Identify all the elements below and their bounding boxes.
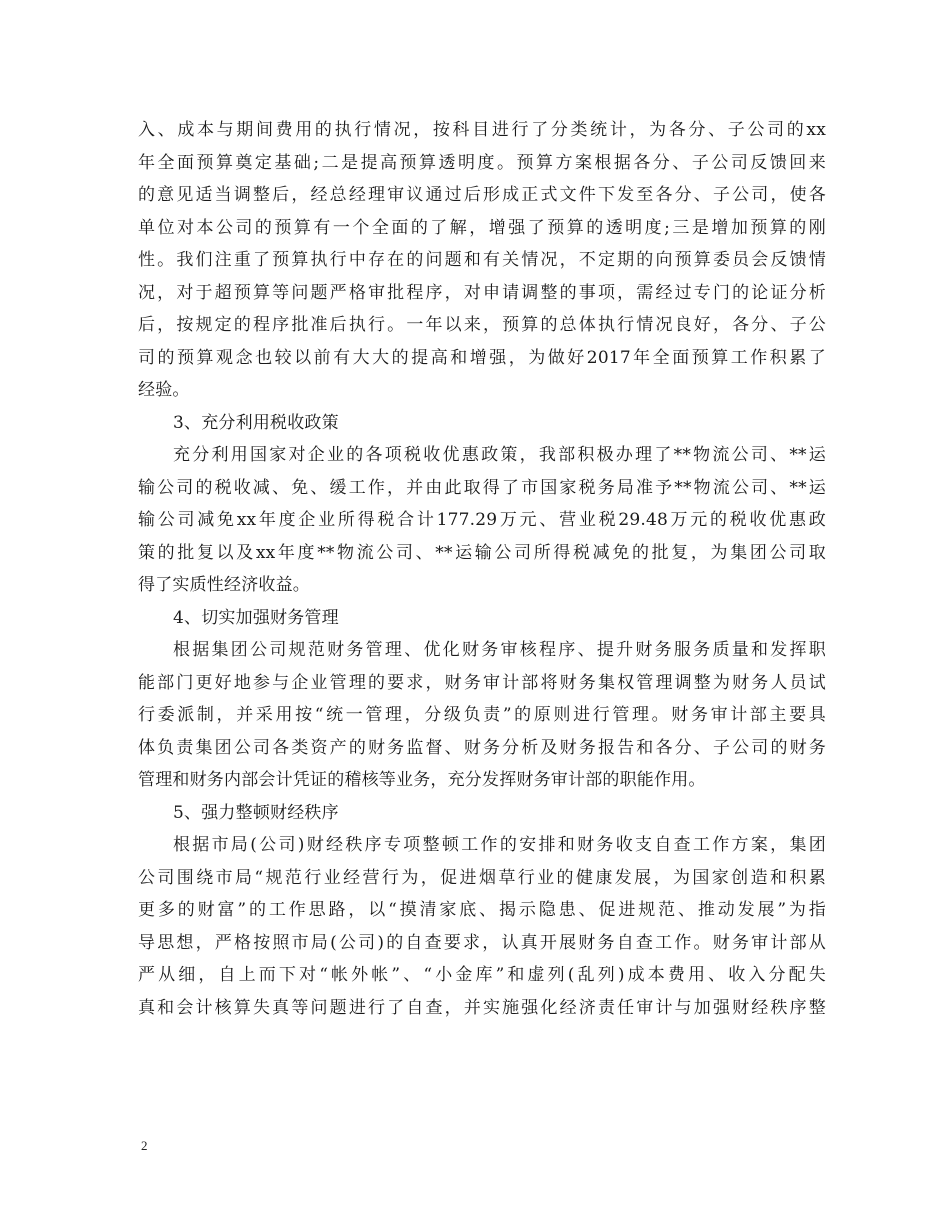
text-line: 充分利用国家对企业的各项税收优惠政策，我部积极办理了**物流公司、**运 (173, 445, 826, 465)
text-line: 年全面预算奠定基础;二是提高预算透明度。预算方案根据各分、子公司反馈回来 (138, 152, 826, 173)
text-line: 公司围绕市局“规范行业经营行为，促进烟草行业的健康发展，为国家创造和积累 (138, 867, 826, 888)
text-line: 输公司的税收减、免、缓工作，并由此取得了市国家税务局准予**物流公司、**运 (138, 477, 826, 498)
text-line: 严从细，自上而下对“帐外帐”、“小金库”和虚列(乱列)成本费用、收入分配失 (138, 965, 826, 985)
text-line: 策的批复以及xx年度**物流公司、**运输公司所得税减免的批复，为集团公司取 (138, 542, 826, 563)
section-heading: 5、强力整顿财经秩序 (173, 802, 339, 823)
text-line: 体负责集团公司各类资产的财务监督、财务分析及财务报告和各分、子公司的财务 (138, 737, 826, 758)
text-line: 根据市局(公司)财经秩序专项整顿工作的安排和财务收支自查工作方案，集团 (173, 835, 826, 855)
text-line: 真和会计核算失真等问题进行了自查，并实施强化经济责任审计与加强财经秩序整 (138, 997, 826, 1018)
text-line: 经验。 (138, 380, 190, 400)
text-line: 管理和财务内部会计凭证的稽核等业务，充分发挥财务审计部的职能作用。 (138, 770, 706, 790)
text-line: 入、成本与期间费用的执行情况，按科目进行了分类统计，为各分、子公司的xx (138, 120, 826, 140)
text-line: 更多的财富”的工作思路，以“摸清家底、揭示隐患、促进规范、推动发展”为指 (138, 900, 826, 920)
text-line: 的意见适当调整后，经总经理审议通过后形成正式文件下发至各分、子公司，使各 (138, 185, 826, 205)
section-heading: 3、充分利用税收政策 (173, 412, 339, 433)
text-line: 能部门更好地参与企业管理的要求，财务审计部将财务集权管理调整为财务人员试 (138, 672, 826, 693)
text-line: 单位对本公司的预算有一个全面的了解，增强了预算的透明度;三是增加预算的刚 (138, 217, 826, 238)
section-heading: 4、切实加强财务管理 (173, 607, 339, 628)
document-body (138, 114, 826, 1024)
text-line: 根据集团公司规范财务管理、优化财务审核程序、提升财务服务质量和发挥职 (173, 640, 826, 660)
text-line: 行委派制，并采用按“统一管理，分级负责”的原则进行管理。财务审计部主要具 (138, 705, 826, 725)
text-line: 性。我们注重了预算执行中存在的问题和有关情况，不定期的向预算委员会反馈情 (138, 250, 826, 270)
text-line: 导思想，严格按照市局(公司)的自查要求，认真开展财务自查工作。财务审计部从 (138, 932, 826, 953)
text-line: 后，按规定的程序批准后执行。一年以来，预算的总体执行情况良好，各分、子公 (138, 315, 826, 335)
text-line: 况，对于超预算等问题严格审批程序，对申请调整的事项，需经过专门的论证分析 (138, 282, 826, 303)
text-line: 司的预算观念也较以前有大大的提高和增强，为做好2017年全面预算工作积累了 (138, 347, 826, 368)
page-number: 2 (141, 1138, 148, 1153)
text-line: 输公司减免xx年度企业所得税合计177.29万元、营业税29.48万元的税收优惠政 (138, 510, 826, 530)
text-line: 得了实质性经济收益。 (138, 575, 310, 595)
